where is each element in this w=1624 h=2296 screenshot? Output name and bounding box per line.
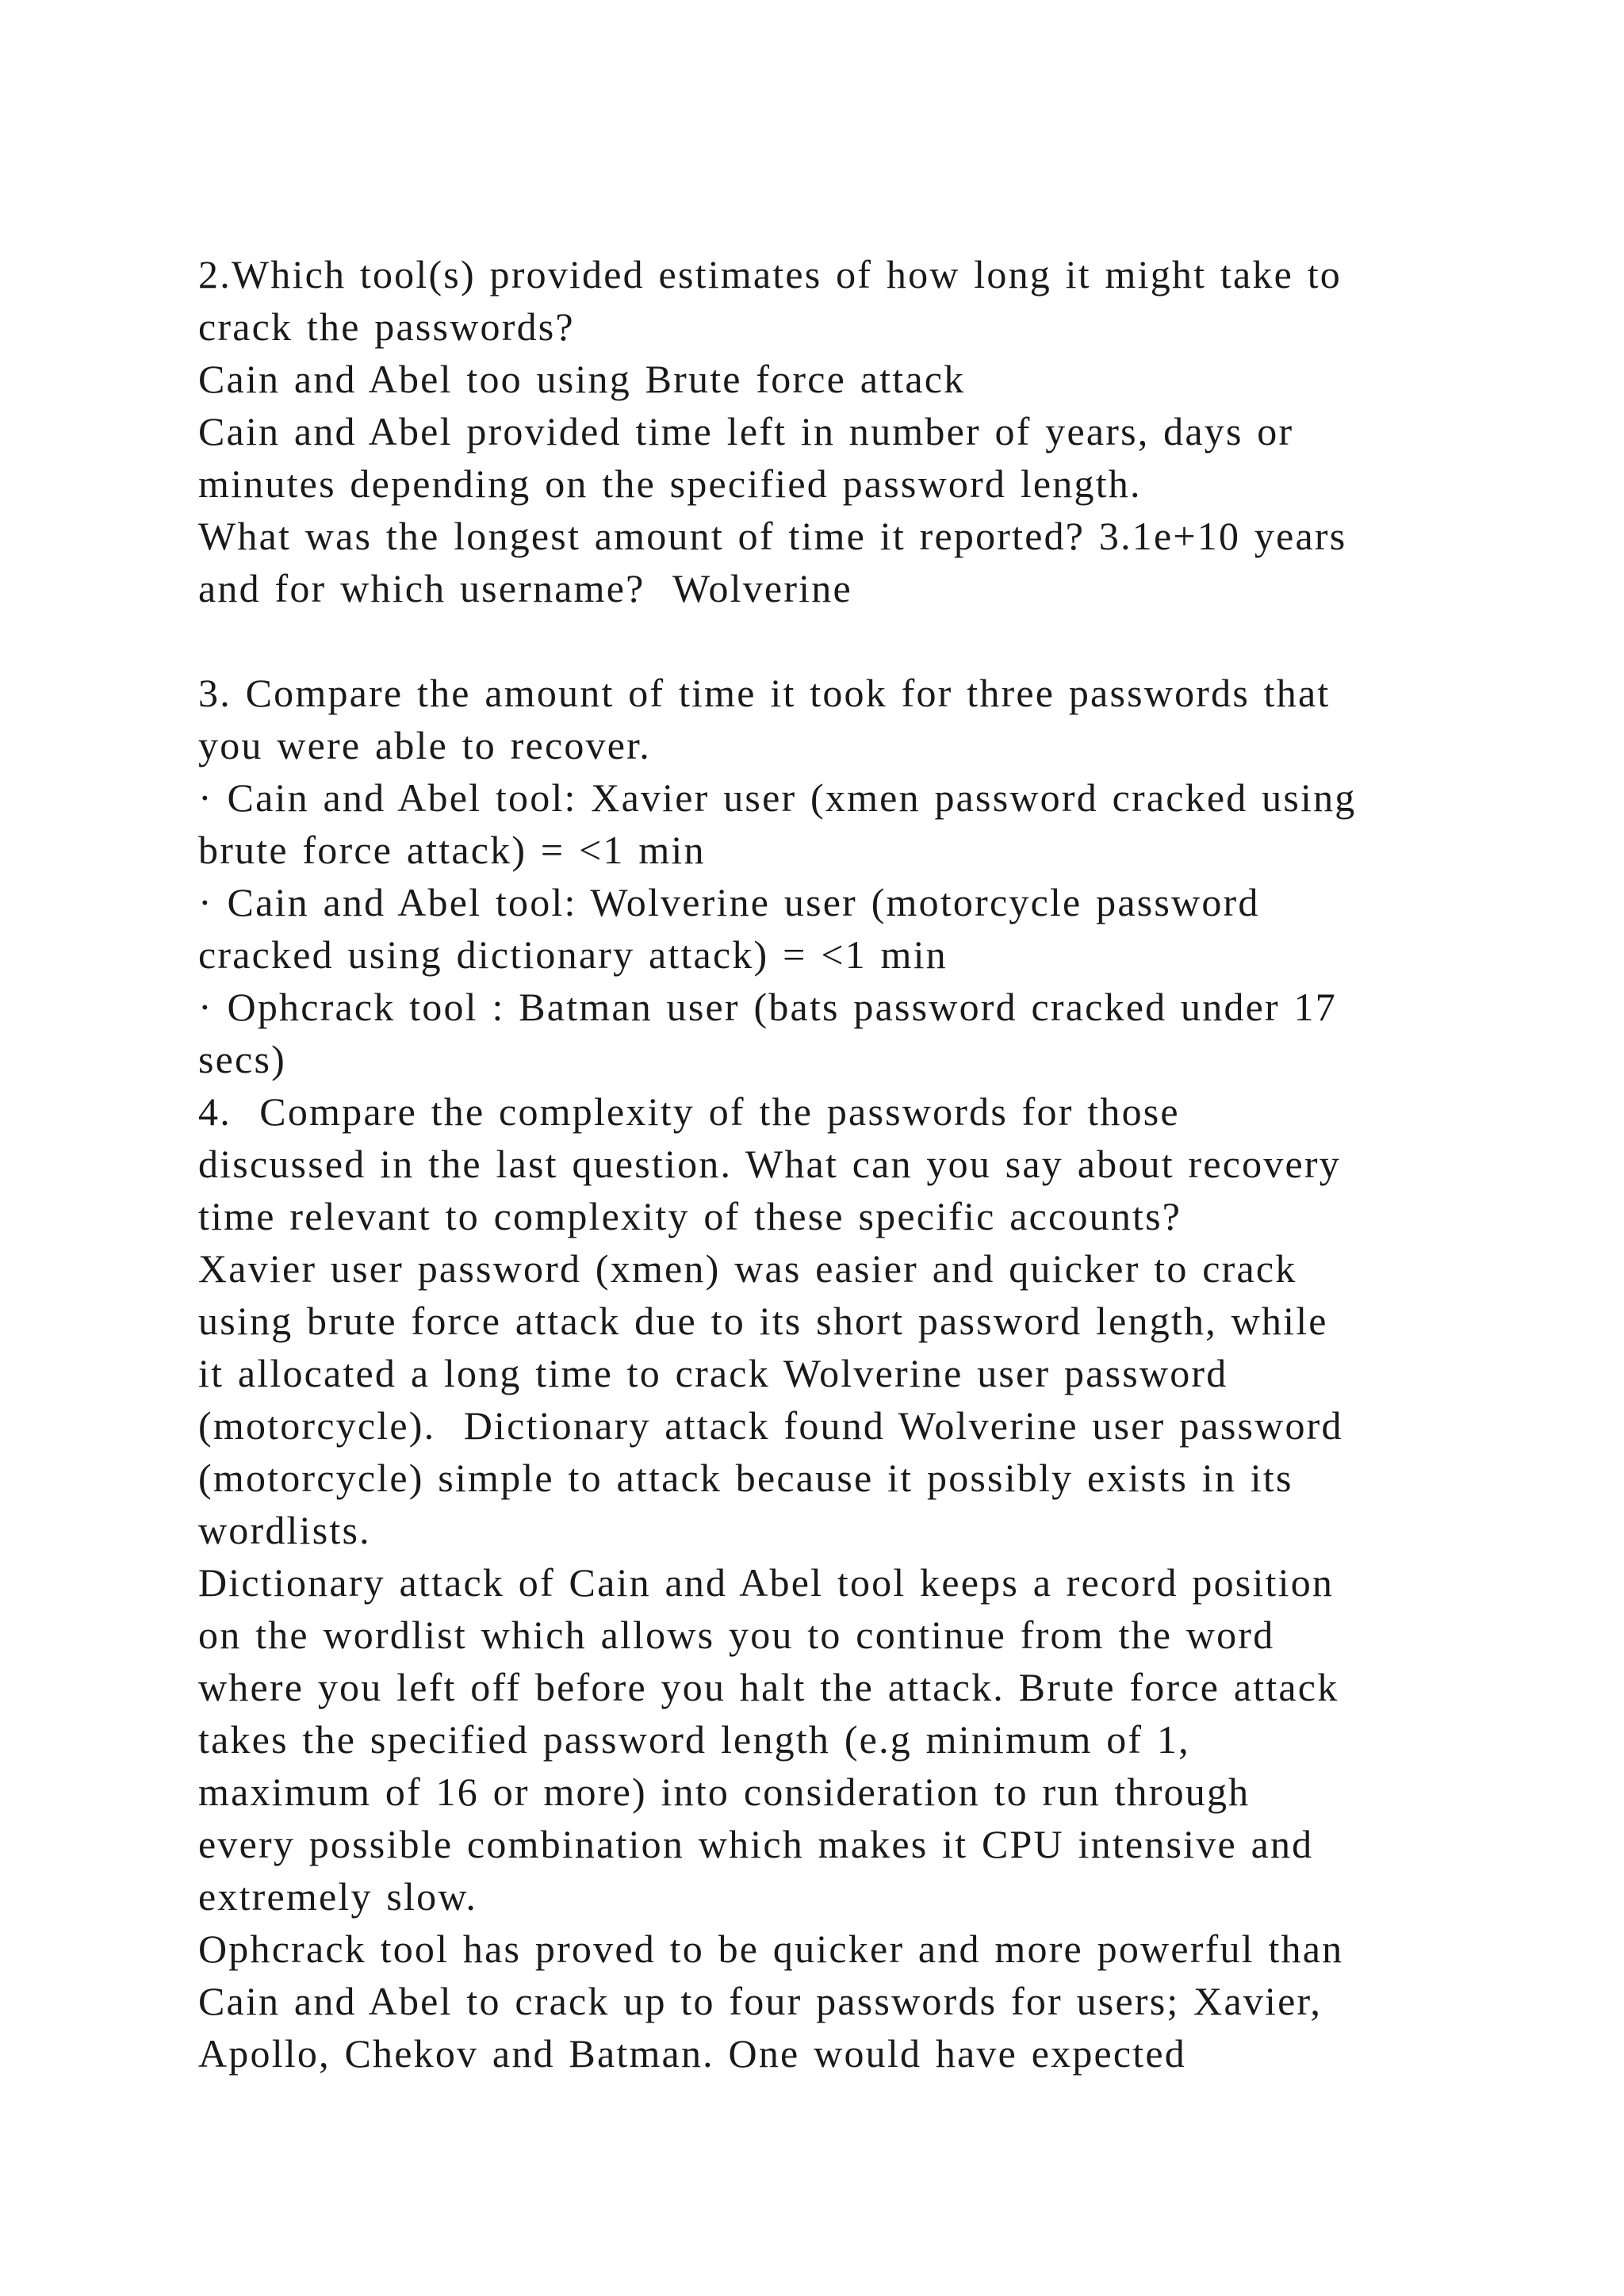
text-line: takes the specified password length (e.g minimum of 1, xyxy=(198,1717,1190,1762)
text-line: Cain and Abel too using Brute force attack xyxy=(198,357,966,401)
text-line: on the wordlist which allows you to continue from the word xyxy=(198,1613,1275,1657)
text-line: wordlists. xyxy=(198,1508,371,1552)
text-line: Dictionary attack of Cain and Abel tool keeps a record position xyxy=(198,1560,1335,1605)
text-line: every possible combination which makes it CPU intensive and xyxy=(198,1822,1314,1866)
text-line: using brute force attack due to its short password length, while xyxy=(198,1299,1328,1343)
text-line: (motorcycle) simple to attack because it possibly exists in its xyxy=(198,1456,1293,1500)
blank-line xyxy=(198,614,1499,667)
text-line: brute force attack) = <1 min xyxy=(198,828,706,872)
text-line: where you left off before you halt the attack. Brute force attack xyxy=(198,1665,1339,1709)
text-line: extremely slow. xyxy=(198,1874,478,1919)
text-line: time relevant to complexity of these specific accounts? xyxy=(198,1194,1182,1238)
text-line: you were able to recover. xyxy=(198,723,651,767)
text-line: secs) xyxy=(198,1037,286,1081)
text-line: crack the passwords? xyxy=(198,304,575,349)
text-line: Ophcrack tool has proved to be quicker and more powerful than xyxy=(198,1927,1344,1971)
text-line: What was the longest amount of time it reported? 3.1e+10 years xyxy=(198,514,1347,558)
text-line: Xavier user password (xmen) was easier and quicker to crack xyxy=(198,1246,1297,1291)
text-line: Apollo, Chekov and Batman. One would have expected xyxy=(198,2031,1186,2076)
text-line: it allocated a long time to crack Wolverine user password xyxy=(198,1351,1228,1395)
text-line: Cain and Abel to crack up to four passwords for users; Xavier, xyxy=(198,1979,1323,2023)
text-line: 2.Which tool(s) provided estimates of how long it might take to xyxy=(198,252,1342,297)
text-line: 4. Compare the complexity of the passwords for those xyxy=(198,1089,1180,1134)
text-line: (motorcycle). Dictionary attack found Wolverine user password xyxy=(198,1403,1343,1448)
bullet-line: · Cain and Abel tool: Wolverine user (motorcycle password xyxy=(198,880,1260,924)
bullet-line: · Cain and Abel tool: Xavier user (xmen password cracked using xyxy=(198,775,1357,820)
text-line: and for which username? Wolverine xyxy=(198,566,852,610)
text-line: cracked using dictionary attack) = <1 min xyxy=(198,932,948,977)
text-line: Cain and Abel provided time left in number of years, days or xyxy=(198,409,1294,453)
text-line: minutes depending on the specified password length. xyxy=(198,461,1142,506)
text-line: discussed in the last question. What can you say about recovery xyxy=(198,1142,1341,1186)
document-body xyxy=(198,248,1499,2080)
text-line: 3. Compare the amount of time it took for three passwords that xyxy=(198,671,1331,715)
bullet-line: · Ophcrack tool : Batman user (bats password cracked under 17 xyxy=(198,985,1338,1029)
text-line: maximum of 16 or more) into consideration to run through xyxy=(198,1770,1251,1814)
